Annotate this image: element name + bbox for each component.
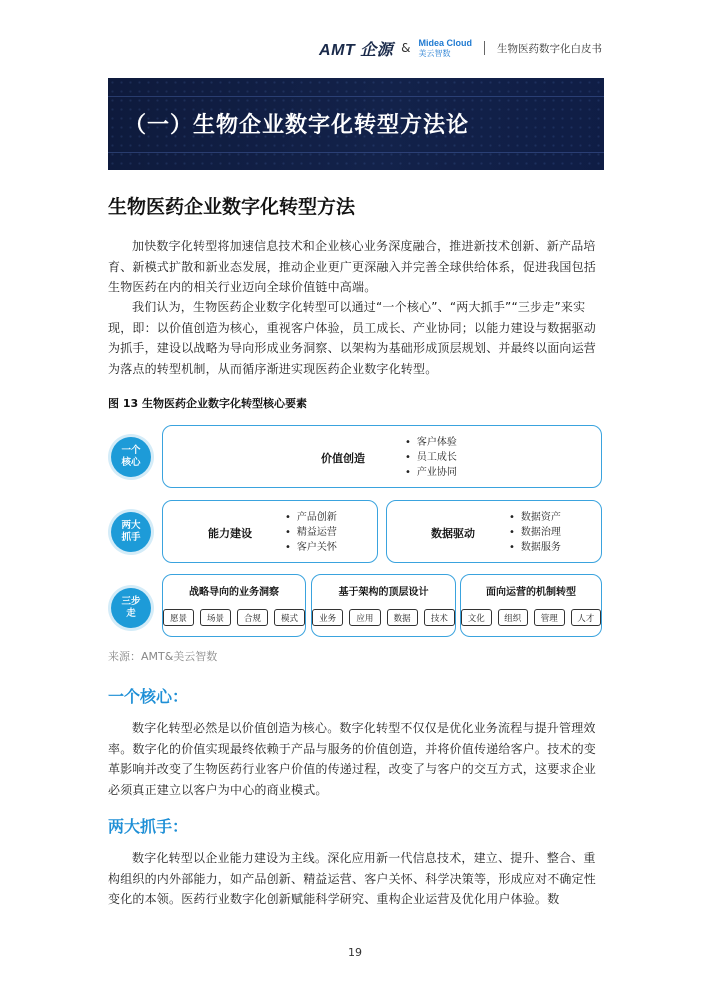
midea-logo-en: Midea Cloud xyxy=(418,37,472,48)
tag: 业务 xyxy=(312,609,343,626)
bullet-item: • 客户体验 xyxy=(405,435,457,450)
tag: 合规 xyxy=(237,609,268,626)
midea-cloud-logo xyxy=(419,39,473,58)
figure-caption: 图 13 生物医药企业数字化转型核心要素 xyxy=(108,397,307,410)
bullet-item: • 客户关怀 xyxy=(285,540,337,555)
data-driven-bullets xyxy=(509,510,561,555)
value-creation-title: 价值创造 xyxy=(321,452,365,465)
chapter-title: （一）生物企业数字化转型方法论 xyxy=(124,113,470,138)
bullet-item: • 产品创新 xyxy=(285,510,337,525)
step-title: 面向运营的机制转型 xyxy=(486,587,576,598)
step-box-architecture xyxy=(311,574,456,637)
tag: 管理 xyxy=(534,609,565,626)
data-driven-title: 数据驱动 xyxy=(431,527,475,540)
capability-building-box xyxy=(162,500,378,563)
two-grips-heading: 两大抓手： xyxy=(108,817,189,836)
tag: 组织 xyxy=(498,609,529,626)
circle-one-core: 一个 核心 xyxy=(111,437,151,477)
step-box-operations xyxy=(460,574,602,637)
capability-building-title: 能力建设 xyxy=(208,527,252,540)
intro-paragraph-1: 加快数字化转型将加速信息技术和企业核心业务深度融合，推进新技术创新、新产品培育、新模式扩散和新业态发展，推动企业更广更深融入并完善全球供给体系，促进我国包括生物医药在内的相关行业迈向全球价值链中高端。 xyxy=(108,239,597,294)
figure-source: 来源：AMT&美云智数 xyxy=(108,650,218,663)
tag: 文化 xyxy=(461,609,492,626)
step-title: 基于架构的顶层设计 xyxy=(338,587,429,598)
circle-two-grips: 两大 抓手 xyxy=(111,512,151,552)
document-title: 生物医药数字化白皮书 xyxy=(497,42,602,55)
step-tags xyxy=(312,609,455,626)
intro-paragraph-2: 我们认为，生物医药企业数字化转型可以通过“一个核心”、“两大抓手”“三步走”来实现，即：以价值创造为核心，重视客户体验，员工成长、产业协同；以能力建设与数据驱动为抓手，建设以战略为导向形成业务洞察、以架构为基础形成顶层规划、并最终以面向运营为落点的转型机制，从而循序渐进实现医药企业数字化转型。 xyxy=(108,300,597,376)
midea-logo-cn: 美云智数 xyxy=(418,48,451,58)
tag: 模式 xyxy=(274,609,305,626)
header-ampersand: & xyxy=(401,41,411,55)
banner-decor-line xyxy=(108,96,604,97)
step-tags xyxy=(163,609,305,626)
one-core-heading: 一个核心： xyxy=(108,687,189,706)
bullet-item: • 数据治理 xyxy=(509,525,561,540)
value-creation-box xyxy=(162,425,602,488)
tag: 应用 xyxy=(349,609,380,626)
bullet-item: • 数据资产 xyxy=(509,510,561,525)
page-number: 19 xyxy=(348,946,362,959)
capability-bullets xyxy=(285,510,337,555)
chapter-banner xyxy=(108,78,604,170)
data-driven-box xyxy=(386,500,602,563)
tag: 愿景 xyxy=(163,609,194,626)
circle-three-steps: 三步 走 xyxy=(111,588,151,628)
one-core-paragraph: 数字化转型必然是以价值创造为核心。数字化转型不仅仅是优化业务流程与提升管理效率。数字化的价值实现最终依赖于产品与服务的价值创造，并将价值传递给客户。技术的变革影响并改变了生物医药行业客户价值的传递过程，改变了与客户的交互方式，这要求企业必须真正建立以客户为中心的商业模式。 xyxy=(108,721,597,797)
bullet-item: • 数据服务 xyxy=(509,540,561,555)
bullet-item: • 员工成长 xyxy=(405,450,457,465)
header-divider xyxy=(484,41,485,55)
step-title: 战略导向的业务洞察 xyxy=(189,587,279,598)
section-title: 生物医药企业数字化转型方法 xyxy=(108,196,356,218)
two-grips-paragraph: 数字化转型以企业能力建设为主线。深化应用新一代信息技术，建立、提升、整合、重构组织的内外部能力，如产品创新、精益运营、客户关怀、科学决策等，形成应对不确定性变化的本领。医药行业数字化创新赋能科学研究、重构企业运营及优化用户体验。数 xyxy=(108,851,597,906)
step-tags xyxy=(461,609,601,626)
amt-logo: AMT 企源 xyxy=(319,41,394,59)
step-box-strategy xyxy=(162,574,306,637)
tag: 技术 xyxy=(424,609,455,626)
tag: 人才 xyxy=(571,609,602,626)
tag: 场景 xyxy=(200,609,231,626)
tag: 数据 xyxy=(387,609,418,626)
bullet-item: • 精益运营 xyxy=(285,525,337,540)
page-header xyxy=(319,36,602,60)
bullet-item: • 产业协同 xyxy=(405,465,457,480)
value-creation-bullets xyxy=(405,435,457,480)
banner-decor-line xyxy=(108,152,604,153)
